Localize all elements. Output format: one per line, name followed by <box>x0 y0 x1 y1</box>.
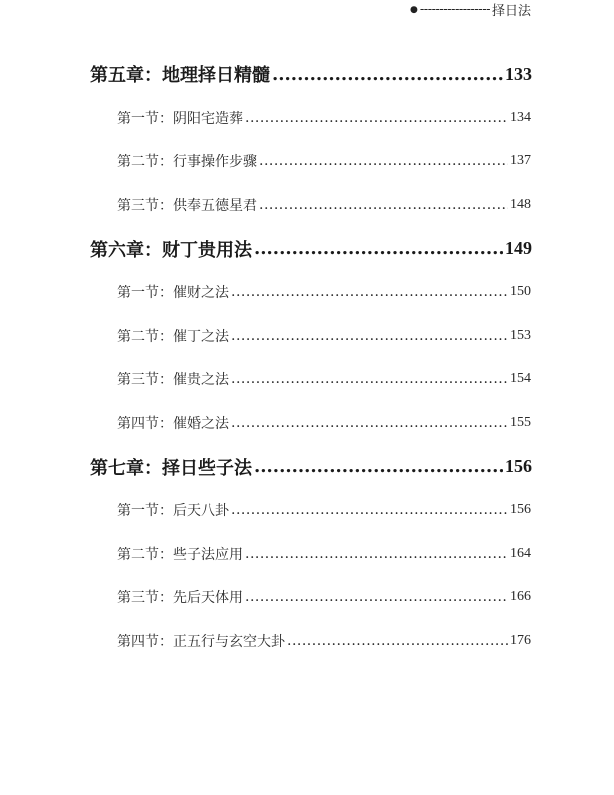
toc-page-number: 148 <box>510 196 531 212</box>
dot-leader <box>231 415 508 431</box>
toc-entry-title: 第五章：地理择日精髓 <box>90 65 270 86</box>
toc-section[interactable] <box>90 140 531 184</box>
running-header <box>410 0 531 19</box>
toc-entry-title: 第一节：后天八卦 <box>117 503 229 520</box>
dot-leader <box>287 633 508 649</box>
dot-leader <box>254 238 503 259</box>
toc-page-number: 154 <box>510 371 531 387</box>
dot-leader <box>245 546 508 562</box>
toc-section[interactable] <box>90 96 531 140</box>
toc-section[interactable] <box>90 314 531 358</box>
toc-section[interactable] <box>90 183 531 227</box>
toc-page-number: 155 <box>510 414 531 430</box>
toc-entry-title: 第三节：供奉五德星君 <box>117 197 257 214</box>
toc-entry-title: 第三节：先后天体用 <box>117 590 243 607</box>
toc-entry-title: 第四节：正五行与玄空大卦 <box>117 633 285 650</box>
dot-leader <box>231 502 508 518</box>
header-bullet: ● <box>410 4 418 15</box>
toc-entry-title: 第一节：阴阳宅造葬 <box>117 110 243 127</box>
toc-page-number: 176 <box>510 632 531 648</box>
dot-leader <box>245 589 508 605</box>
toc-page-number: 156 <box>510 502 531 518</box>
dot-leader <box>245 110 508 126</box>
toc-page-number: 164 <box>510 545 531 561</box>
dot-leader <box>259 153 508 169</box>
toc-page-number: 166 <box>510 589 531 605</box>
toc-entry-title: 第四节：催婚之法 <box>117 415 229 432</box>
toc-entry-title: 第一节：催财之法 <box>117 285 229 302</box>
dot-leader <box>259 197 508 213</box>
toc-entry-title: 第二节：催丁之法 <box>117 328 229 345</box>
table-of-contents <box>90 52 532 663</box>
toc-chapter[interactable] <box>90 227 532 271</box>
dot-leader <box>272 64 503 85</box>
header-dashes: ------------------ <box>419 2 490 17</box>
toc-entry-title: 第二节：行事操作步骤 <box>117 154 257 171</box>
toc-entry-title: 第六章：财丁贵用法 <box>90 239 252 261</box>
toc-section[interactable] <box>90 489 531 533</box>
header-title: 择日法 <box>491 4 531 19</box>
dot-leader <box>231 328 508 344</box>
toc-page-number: 149 <box>505 238 532 258</box>
toc-section[interactable] <box>90 271 531 315</box>
toc-entry-title: 第七章：择日些子法 <box>90 457 252 479</box>
toc-page-number: 150 <box>510 284 531 300</box>
dot-leader <box>231 371 508 387</box>
toc-section[interactable] <box>90 358 531 402</box>
toc-section[interactable] <box>90 401 531 445</box>
dot-leader <box>254 456 503 477</box>
toc-section[interactable] <box>90 532 531 576</box>
toc-page-number: 133 <box>505 63 532 84</box>
dot-leader <box>231 284 508 300</box>
toc-entry-title: 第二节：些子法应用 <box>117 546 243 563</box>
toc-page-number: 137 <box>510 153 531 169</box>
toc-chapter[interactable] <box>90 52 532 96</box>
toc-page-number: 134 <box>510 109 531 125</box>
toc-section[interactable] <box>90 576 531 620</box>
toc-section[interactable] <box>90 619 531 663</box>
toc-page-number: 153 <box>510 327 531 343</box>
toc-page-number: 156 <box>505 456 532 476</box>
toc-chapter[interactable] <box>90 445 532 489</box>
toc-entry-title: 第三节：催贵之法 <box>117 372 229 389</box>
